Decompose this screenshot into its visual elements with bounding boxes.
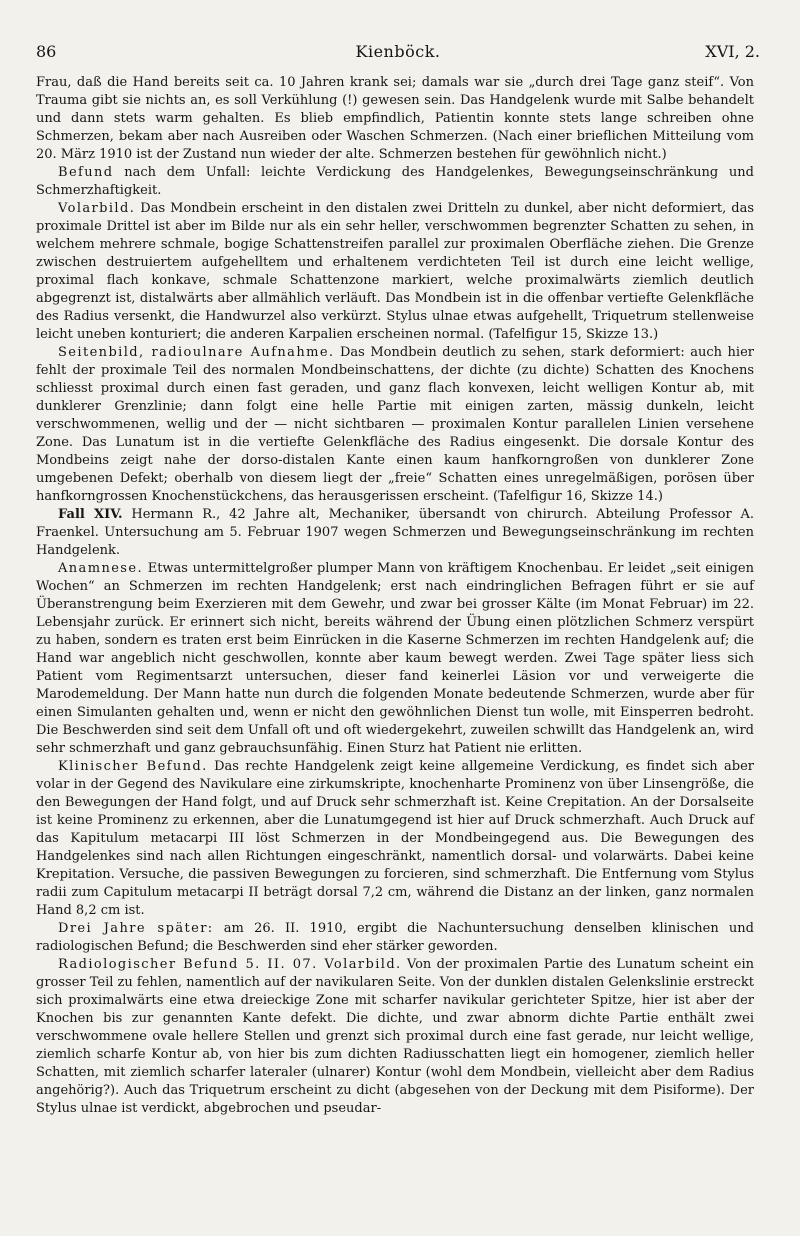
paragraph-befund: Befund nach dem Unfall: leichte Verdickung des Handgelenkes, Bewegungseinschränkung und Schmerzhaftigkeit. xyxy=(36,165,754,198)
paragraph-seitenbild: Seitenbild, radioulnare Aufnahme. Das Mondbein deutlich zu sehen, stark deformiert: auch hier fehlt der proximale Teil des normalen Mondbeinschattens, der dichte (zu dichte) Schatten des Knochens schliesst proximal durch einen fast geraden, und ganz flach konvexen, leicht welligen Kontur ab, mit dunklerer Grenzlinie; dann folgt eine helle Partie mit einigen zarten, mässig dunkeln, leicht verschwommenen, wellig und der — nicht sichtbaren — proximalen Kontur parallelen Linien versehene Zone. Das Lunatum ist in die vertiefte Gelenkfläche des Radius eingesenkt. Die dorsale Kontur des Mondbeins zeigt nahe der dorso-distalen Kante einen kaum hanfkorngroßen von dunklerer Zone umgebenen Defekt; oberhalb von diesem liegt der „freie“ Schatten eines unregelmäßigen, porösen über hanfkorngrossen Knochenstückchens, das herausgerissen erscheint. (Tafelfigur 16, Skizze 14.) xyxy=(36,345,754,504)
paragraph-lead: Seitenbild, radioulnare Aufnahme. xyxy=(58,345,335,360)
paragraph-continuation: Frau, daß die Hand bereits seit ca. 10 Jahren krank sei; damals war sie „durch drei Tage ganz steif“. Von Trauma gibt sie nichts an, es soll Verkühlung (!) gewesen sein. Das Handgelenk wurde mit Salbe behandelt und dann stets warm gehalten. Es blieb empfindlich, Patientin konnte stets lange schreiben ohne Schmerzen, bekam aber nach Ausreiben oder Waschen Schmerzen. (Nach einer brieflichen Mitteilung vom 20. März 1910 ist der Zustand nun wieder der alte. Schmerzen bestehen für gewöhnlich nicht.) xyxy=(36,75,754,162)
paragraph-anamnese: Anamnese. Etwas untermittelgroßer plumper Mann von kräftigem Knochenbau. Er leidet „seit einigen Wochen“ an Schmerzen im rechten Handgelenk; erst nach eindringlichen Befragen führt er sie auf Überanstrengung beim Exerzieren mit dem Gewehr, und zwar bei grosser Kälte (im Monat Februar) im 22. Lebensjahr zurück. Er erinnert sich nicht, bereits während der Übung einen plötzlichen Schmerz verspürt zu haben, sondern es traten erst beim Einrücken in die Kaserne Schmerzen im rechten Handgelenk auf; die Hand war angeblich nicht geschwollen, konnte aber kaum bewegt werden. Zwei Tage später liess sich Patient vom Regimentsarzt untersuchen, dieser fand keinerlei Läsion vor und verweigerte die Marodemeldung. Der Mann hatte nun durch die folgenden Monate bedeutende Schmerzen, wurde aber für einen Simulanten gehalten und, wenn er nicht den gewöhnlichen Dienst tun wolle, mit Einsperren bedroht. Die Beschwerden sind seit dem Unfall oft und oft wiedergekehrt, zuweilen schwillt das Handgelenk an, wird sehr schmerzhaft und ganz gebrauchsunfähig. Einen Sturz hat Patient nie erlitten. xyxy=(36,561,754,756)
body-text xyxy=(36,74,754,1118)
volume-number: XVI, 2. xyxy=(705,42,760,61)
paragraph-lead: Volarbild. xyxy=(58,201,136,216)
paragraph-lead: Drei Jahre später: xyxy=(58,921,214,936)
paragraph-volarbild: Volarbild. Das Mondbein erscheint in den distalen zwei Dritteln zu dunkel, aber nicht deformiert, das proximale Drittel ist aber im Bilde nur als ein sehr heller, verschwommen begrenzter Schatten zu sehen, in welchem mehrere schmale, bogige Schattenstreifen parallel zur proximalen Oberfläche ziehen. Die Grenze zwischen destruiertem aufgehelltem und erhaltenem verdichteten Teil ist durch eine leicht wellige, proximal flach konkave, schmale Schattenzone markiert, welche proximalwärts ziemlich deutlich abgegrenzt ist, distalwärts aber allmählich verläuft. Das Mondbein ist in die offenbar vertiefte Gelenkfläche des Radius versenkt, die Handwurzel also verkürzt. Stylus ulnae etwas aufgehellt, Triquetrum stellenweise leicht uneben konturiert; die anderen Karpalien erscheinen normal. (Tafelfigur 15, Skizze 13.) xyxy=(36,201,754,342)
running-header xyxy=(36,42,760,68)
paragraph-case-heading: Fall XIV. Hermann R., 42 Jahre alt, Mechaniker, übersandt von chirurch. Abteilung Professor A. Fraenkel. Untersuchung am 5. Februar 1907 wegen Schmerzen und Bewegungseinschränkung im rechten Handgelenk. xyxy=(36,507,755,558)
page-number: 86 xyxy=(36,42,57,61)
paragraph-lead: Anamnese. xyxy=(58,561,144,576)
paragraph-lead: Klinischer Befund. xyxy=(58,759,208,774)
paragraph-klinischer-befund: Klinischer Befund. Das rechte Handgelenk zeigt keine allgemeine Verdickung, es findet sich aber volar in der Gegend des Navikulare eine zirkumskripte, knochenharte Prominenz von über Linsengröße, die den Bewegungen der Hand folgt, und auf Druck sehr schmerzhaft ist. Keine Crepitation. An der Dorsalseite ist keine Prominenz zu erkennen, aber die Lunatumgegend ist hier auf Druck schmerzhaft. Auch Druck auf das Kapitulum metacarpi III löst Schmerzen in der Mondbeingegend aus. Die Bewegungen des Handgelenkes sind nach allen Richtungen eingeschränkt, namentlich dorsal- und volarwärts. Dabei keine Krepitation. Versuche, die passiven Bewegungen zu forcieren, sind schmerzhaft. Die Entfernung vom Stylus radii zum Capitulum metacarpi II beträgt dorsal 7,2 cm, während die Distanz an der linken, ganz normalen Hand 8,2 cm ist. xyxy=(36,759,755,918)
paragraph-radiologischer-befund: Radiologischer Befund 5. II. 07. Volarbild. Von der proximalen Partie des Lunatum scheint ein grosser Teil zu fehlen, namentlich auf der navikularen Seite. Von der dunklen distalen Gelenkslinie erstreckt sich proximalwärts eine etwa dreieckige Zone mit scharfer navikular gerichteter Spitze, hier ist aber der Knochen bis zur genannten Kante defekt. Die dichte, und zwar abnorm dichte Partie enthält zwei verschwommene ovale hellere Stellen und grenzt sich proximal durch eine fast gerade, nur leicht wellige, ziemlich scharfe Kontur ab, von hier bis zum dichten Radiusschatten liegt ein homogener, ziemlich heller Schatten, mit ziemlich scharfer lateraler (ulnarer) Kontur (wohl dem Mondbein, vielleicht aber dem Radius angehörig?). Auch das Triquetrum erscheint zu dicht (abgesehen von der Deckung mit dem Pisiforme). Der Stylus ulnae ist verdickt, abgebrochen und pseudar- xyxy=(36,957,754,1116)
paragraph-lead: Befund xyxy=(58,165,114,180)
case-number: Fall XIV. xyxy=(58,507,123,522)
paragraph-nachuntersuchung: Drei Jahre später: am 26. II. 1910, ergibt die Nachuntersuchung denselben klinischen und radiologischen Befund; die Beschwerden sind eher stärker geworden. xyxy=(36,921,754,954)
running-title: Kienböck. xyxy=(355,42,441,61)
paragraph-lead: Radiologischer Befund 5. II. 07. Volarbild. xyxy=(58,957,402,972)
